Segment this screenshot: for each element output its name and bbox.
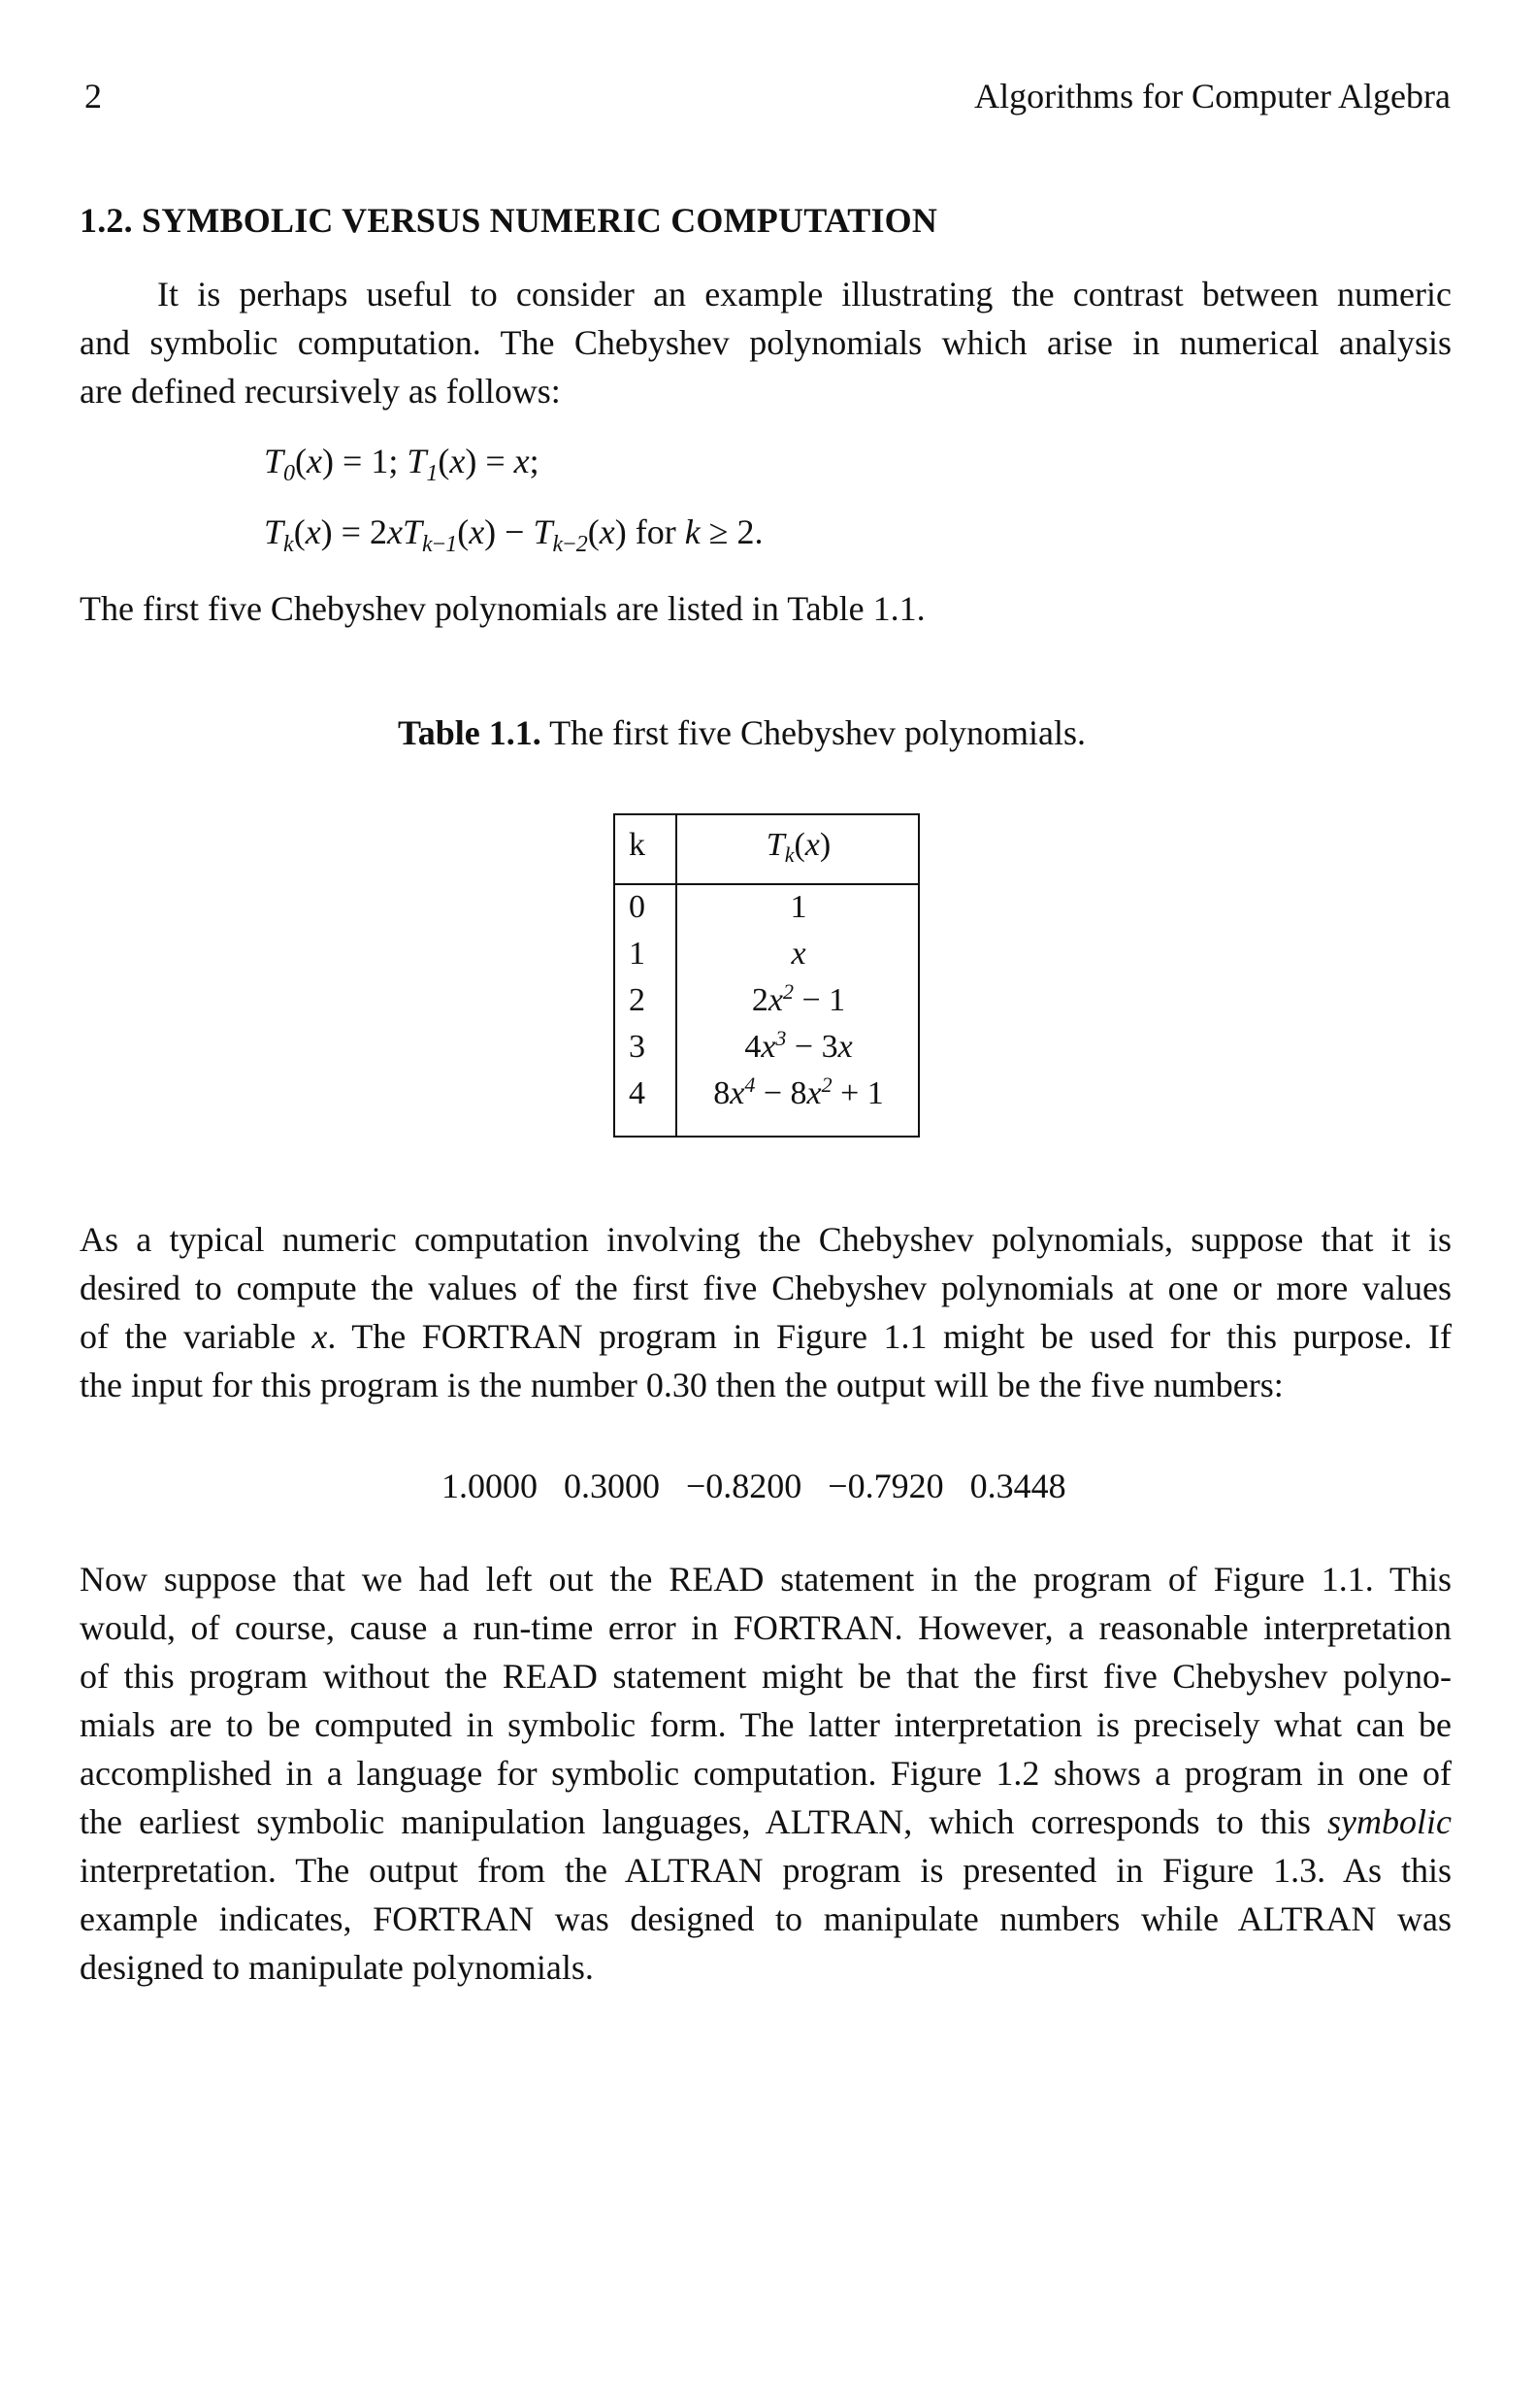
- paragraph-line: the earliest symbolic manipulation languages, ALTRAN, which corresponds to this symbolic: [80, 1802, 1452, 1841]
- table-cell-k: 1: [629, 936, 645, 972]
- table-header-divider: [615, 883, 918, 885]
- table-caption: [398, 712, 1086, 753]
- table-cell-polynomial: $2x^2 - 1$: [751, 979, 846, 1018]
- paragraph-line: As a typical numeric computation involving the Chebyshev polynomials, suppose that it is: [80, 1220, 1452, 1259]
- table-cell-k: 0: [629, 889, 645, 925]
- paragraph-line: It is perhaps useful to consider an example illustrating the contrast between numeric: [157, 275, 1452, 313]
- paragraph-line: interpretation. The output from the ALTRAN program is presented in Figure 1.3. As this: [80, 1851, 1452, 1890]
- paragraph-line: and symbolic computation. The Chebyshev polynomials which arise in numerical analysis: [80, 323, 1452, 362]
- table-cell-k: 3: [629, 1029, 645, 1065]
- table-header-tk: $T_k(x)$: [766, 827, 832, 867]
- paragraph-line: are defined recursively as follows:: [80, 372, 561, 411]
- paragraph-line: of this program without the READ statement might be that the first five Chebyshev polyno-: [80, 1657, 1452, 1696]
- table-caption-label: Table 1.1.: [398, 713, 541, 752]
- paragraph-intro: [80, 270, 1452, 415]
- table-caption-text: The first five Chebyshev polynomials.: [549, 713, 1086, 752]
- paragraph-symbolic-example: [80, 1555, 1452, 1992]
- table-header-k: k: [629, 827, 645, 863]
- table-cell-polynomial: $4x^3 - 3x$: [744, 1026, 853, 1065]
- table-cell-k: 2: [629, 982, 645, 1018]
- section-heading: 1.2. SYMBOLIC VERSUS NUMERIC COMPUTATION: [80, 201, 938, 240]
- chebyshev-table: [613, 813, 920, 1138]
- table-cell-polynomial: $8x^4 - 8x^2 + 1$: [713, 1072, 884, 1111]
- output-numbers: 1.0000 0.3000 −0.8200 −0.7920 0.3448: [441, 1467, 1066, 1505]
- table-reference-sentence: The first five Chebyshev polynomials are listed in Table 1.1.: [80, 589, 926, 628]
- paragraph-line: designed to manipulate polynomials.: [80, 1948, 594, 1987]
- equation-recurrence: $T_k(x) = 2xT_{k-1}(x) - T_{k-2}(x)$ for k ≥ 2.: [264, 512, 764, 557]
- paragraph-line: the input for this program is the number 0.30 then the output will be the five numbers:: [80, 1366, 1284, 1404]
- paragraph-line: Now suppose that we had left out the READ statement in the program of Figure 1.1. This: [80, 1560, 1452, 1599]
- page-header: [84, 76, 1451, 124]
- paragraph-numeric-example: [80, 1215, 1452, 1409]
- table-cell-k: 4: [629, 1075, 645, 1111]
- paragraph-line: would, of course, cause a run-time error in FORTRAN. However, a reasonable interpretation: [80, 1608, 1452, 1647]
- paragraph-line: example indicates, FORTRAN was designed to manipulate numbers while ALTRAN was: [80, 1899, 1452, 1938]
- paragraph-line: desired to compute the values of the first five Chebyshev polynomials at one or more values: [80, 1269, 1452, 1307]
- paragraph-line: accomplished in a language for symbolic computation. Figure 1.2 shows a program in one of: [80, 1754, 1452, 1793]
- equation-base-cases: $T_0(x) = 1$; $T_1(x) = x$;: [264, 442, 539, 486]
- table-cell-polynomial: 1: [790, 889, 807, 925]
- running-title: Algorithms for Computer Algebra: [974, 77, 1451, 115]
- page-number: 2: [84, 77, 102, 115]
- paragraph-line: of the variable x. The FORTRAN program in Figure 1.1 might be used for this purpose. If: [80, 1317, 1452, 1356]
- paragraph-line: mials are to be computed in symbolic form. The latter interpretation is precisely what can be: [80, 1705, 1452, 1744]
- table-cell-polynomial: x: [791, 936, 806, 972]
